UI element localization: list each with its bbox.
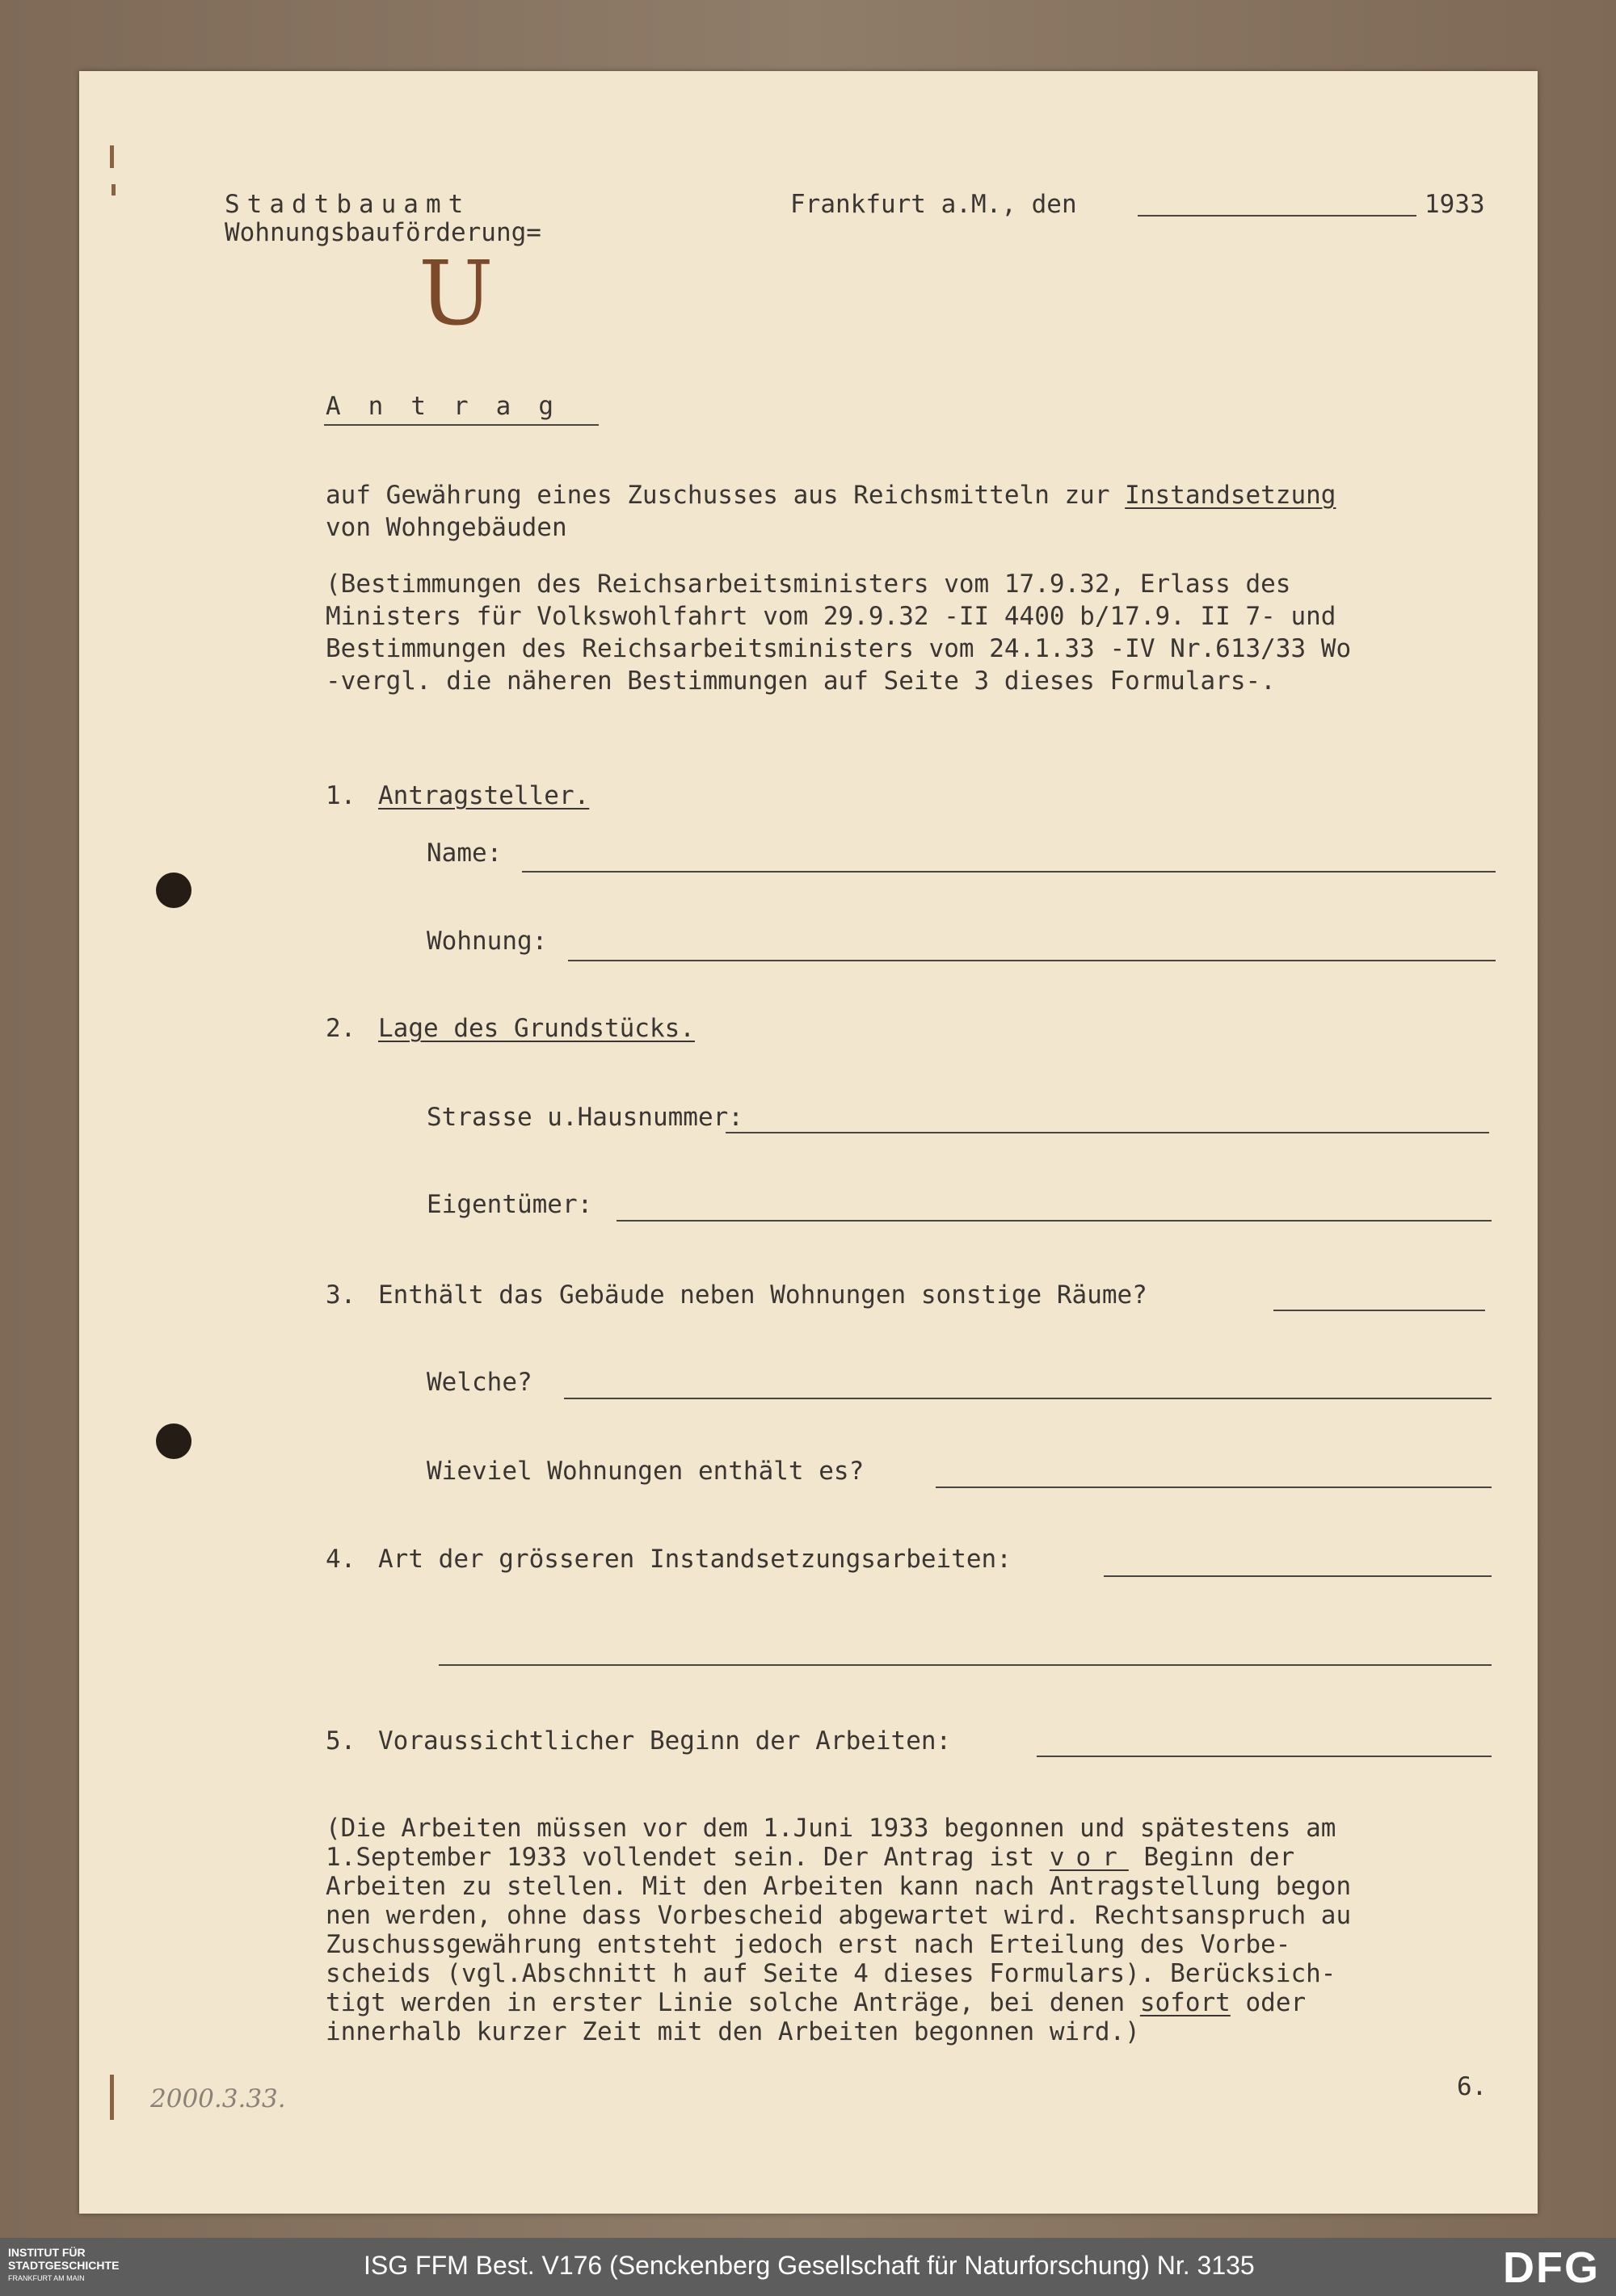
institute-line: INSTITUT FÜR xyxy=(8,2246,86,2259)
section-5-number: 5. xyxy=(326,1726,356,1756)
section-1-title: Antragsteller. xyxy=(378,781,590,810)
note-text: oder xyxy=(1230,1988,1307,2017)
margin-mark xyxy=(110,145,114,168)
margin-mark xyxy=(110,2075,114,2120)
margin-mark xyxy=(112,184,116,196)
beginn-field[interactable] xyxy=(1037,1756,1492,1757)
regulation-line: (Bestimmungen des Reichsarbeitsministers vom 17.9.32, Erlass des xyxy=(326,570,1291,599)
welche-field[interactable] xyxy=(564,1398,1492,1399)
subtitle-line1 xyxy=(326,479,1336,511)
punch-hole xyxy=(156,873,191,908)
wieviel-label: Wieviel Wohnungen enthält es? xyxy=(427,1457,865,1486)
note-text: Beginn der xyxy=(1128,1843,1295,1872)
note-underlined-vor: vor xyxy=(1049,1843,1129,1872)
wohnung-field[interactable] xyxy=(568,960,1496,961)
archive-caption: ISG FFM Best. V176 (Senckenberg Gesellschaft für Naturforschung) Nr. 3135 xyxy=(364,2251,1255,2280)
title-underline xyxy=(324,424,599,426)
institute-subline: FRANKFURT AM MAIN xyxy=(8,2274,85,2282)
eigentuemer-field[interactable] xyxy=(617,1220,1492,1222)
note-line xyxy=(326,1987,1306,2019)
note-line: innerhalb kurzer Zeit mit den Arbeiten begonnen wird.) xyxy=(326,2017,1140,2046)
subtitle-line2: von Wohngebäuden xyxy=(326,513,567,542)
instandsetzung-field-1[interactable] xyxy=(1104,1575,1492,1577)
office-name: Stadtbauamt xyxy=(225,190,471,219)
office-department: Wohnungsbauförderung= xyxy=(225,218,541,247)
name-field[interactable] xyxy=(522,871,1496,873)
regulation-line: Bestimmungen des Reichsarbeitsministers vom 24.1.33 -IV Nr.613/33 Wo xyxy=(326,634,1352,663)
handwritten-mark: U xyxy=(419,242,494,345)
subtitle-text: auf Gewährung eines Zuschusses aus Reichsmitteln zur xyxy=(326,481,1126,510)
eigentuemer-label: Eigentümer: xyxy=(427,1190,593,1219)
place-date-label: Frankfurt a.M., den xyxy=(790,190,1077,219)
form-title: Antrag xyxy=(326,392,581,421)
sonstige-raeume-field[interactable] xyxy=(1273,1310,1485,1311)
section-4-question: Art der grösseren Instandsetzungsarbeiten: xyxy=(378,1545,1012,1574)
date-blank xyxy=(1138,215,1416,217)
strasse-field[interactable] xyxy=(726,1132,1489,1133)
document-page xyxy=(79,71,1538,2214)
section-1-number: 1. xyxy=(326,781,356,810)
archive-footer xyxy=(0,2238,1616,2296)
welche-label: Welche? xyxy=(427,1368,532,1397)
year: 1933 xyxy=(1425,190,1485,219)
punch-hole xyxy=(156,1423,191,1459)
note-line xyxy=(326,1841,1294,1873)
section-4-number: 4. xyxy=(326,1545,356,1574)
note-line: scheids (vgl.Abschnitt h auf Seite 4 dieses Formulars). Berücksich- xyxy=(326,1959,1336,1988)
institute-line: STADTGESCHICHTE xyxy=(8,2259,120,2272)
section-3-question: Enthält das Gebäude neben Wohnungen sonstige Räume? xyxy=(378,1280,1147,1310)
regulation-line: Ministers für Volkswohlfahrt vom 29.9.32 -II 4400 b/17.9. II 7- und xyxy=(326,602,1336,631)
institute-logo xyxy=(8,2246,178,2285)
regulation-line: -vergl. die näheren Bestimmungen auf Seite 3 dieses Formulars-. xyxy=(326,667,1276,696)
section-3-number: 3. xyxy=(326,1280,356,1310)
name-label: Name: xyxy=(427,839,503,868)
subtitle-underlined: Instandsetzung xyxy=(1125,481,1336,510)
pencil-note: 2000.3.33. xyxy=(150,2084,286,2113)
strasse-label: Strasse u.Hausnummer: xyxy=(427,1103,743,1132)
dfg-logo: DFG xyxy=(1503,2243,1600,2292)
note-text: 1.September 1933 vollendet sein. Der Antrag ist xyxy=(326,1843,1050,1872)
section-2-title: Lage des Grundstücks. xyxy=(378,1014,695,1043)
note-line: Zuschussgewährung entsteht jedoch erst nach Erteilung des Vorbe- xyxy=(326,1930,1291,1959)
note-line: nen werden, ohne dass Vorbescheid abgewartet wird. Rechtsanspruch au xyxy=(326,1901,1352,1930)
wieviel-field[interactable] xyxy=(936,1487,1492,1488)
note-underlined-sofort: sofort xyxy=(1139,1988,1231,2017)
section-5-question: Voraussichtlicher Beginn der Arbeiten: xyxy=(378,1726,952,1756)
note-text: tigt werden in erster Linie solche Anträge, bei denen xyxy=(326,1988,1140,2017)
instandsetzung-field-2[interactable] xyxy=(439,1664,1492,1666)
note-line: (Die Arbeiten müssen vor dem 1.Juni 1933 begonnen und spätestens am xyxy=(326,1814,1336,1843)
note-line: Arbeiten zu stellen. Mit den Arbeiten kann nach Antragstellung begon xyxy=(326,1872,1352,1901)
page-number: 6. xyxy=(1457,2072,1488,2101)
wohnung-label: Wohnung: xyxy=(427,927,548,956)
section-2-number: 2. xyxy=(326,1014,356,1043)
